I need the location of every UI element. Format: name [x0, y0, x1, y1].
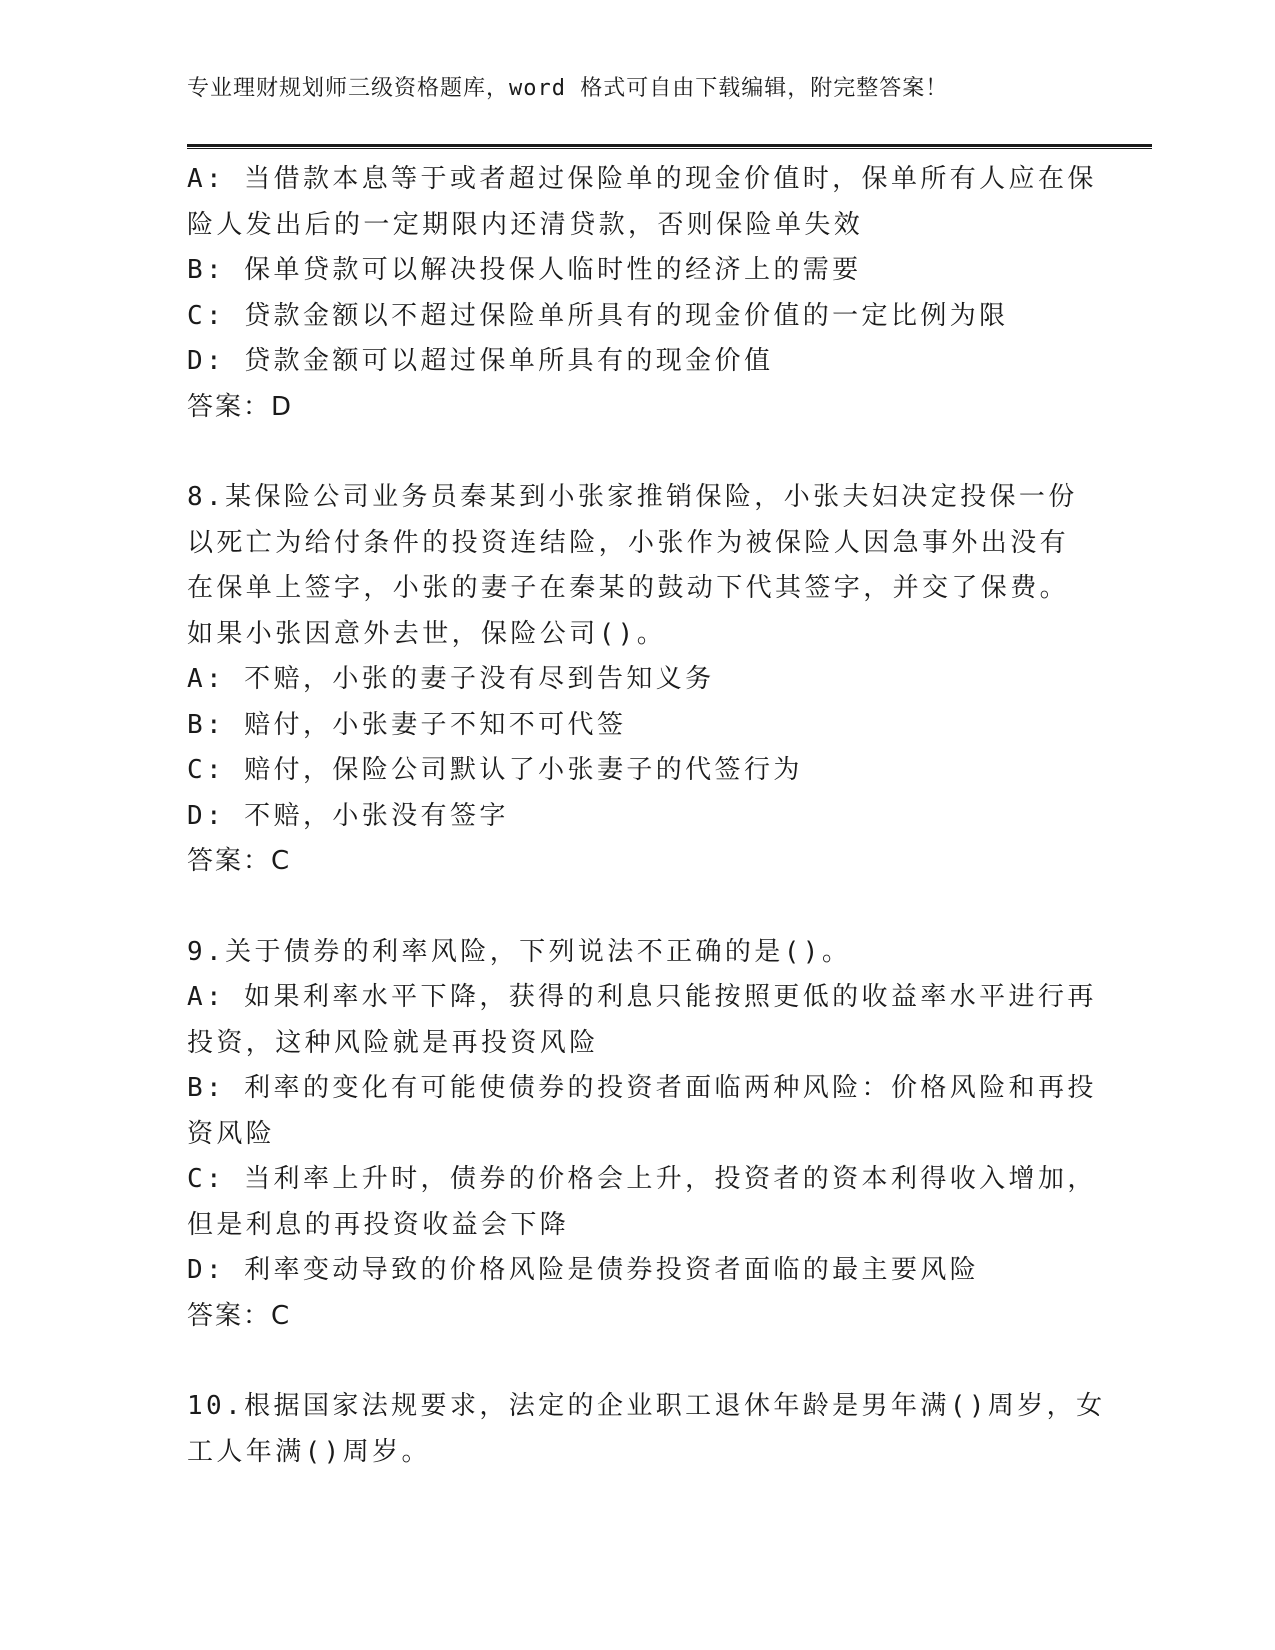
- question-stem-line: 如果小张因意外去世，保险公司()。: [187, 618, 667, 649]
- spacer: [187, 1339, 1087, 1384]
- spacer: [187, 430, 1087, 475]
- option-d: D: 贷款金额可以超过保单所具有的现金价值: [187, 346, 774, 376]
- question-content: [187, 157, 1106, 1475]
- question-stem-line: 工人年满()周岁。: [187, 1436, 431, 1467]
- question-10: [187, 1384, 1106, 1475]
- spacer: [187, 885, 1087, 930]
- option-c: C: 赔付，保险公司默认了小张妻子的代签行为: [187, 755, 803, 785]
- option-d: D: 不赔，小张没有签字: [187, 800, 509, 831]
- question-stem-line: 8.某保险公司业务员秦某到小张家推销保险，小张夫妇决定投保一份: [187, 482, 1078, 512]
- question-stem-line: 在保单上签字，小张的妻子在秦某的鼓动下代其签字，并交了保费。: [187, 573, 1070, 603]
- question-9: [187, 930, 1097, 1340]
- option-c: C: 贷款金额以不超过保险单所具有的现金价值的一定比例为限: [187, 300, 1009, 331]
- option-a-line-2: 险人发出后的一定期限内还清贷款，否则保险单失效: [187, 209, 864, 240]
- answer: 答案：C: [187, 1300, 292, 1331]
- question-stem-line: 以死亡为给付条件的投资连结险，小张作为被保险人因急事外出没有: [187, 527, 1070, 558]
- option-a-line-1: A: 当借款本息等于或者超过保险单的现金价值时，保单所有人应在保: [187, 164, 1097, 194]
- option-c-line-1: C: 当利率上升时，债券的价格会上升，投资者的资本利得收入增加，: [187, 1164, 1097, 1194]
- option-b: B: 保单贷款可以解决投保人临时性的经济上的需要: [187, 255, 862, 285]
- header-divider: [187, 144, 1152, 149]
- answer: 答案：D: [187, 391, 294, 422]
- option-d: D: 利率变动导致的价格风险是债券投资者面临的最主要风险: [187, 1255, 980, 1285]
- question-stem-line: 10.根据国家法规要求，法定的企业职工退休年龄是男年满()周岁，女: [187, 1391, 1106, 1421]
- question-stem-line: 9.关于债券的利率风险，下列说法不正确的是()。: [187, 936, 852, 967]
- option-c-line-2: 但是利息的再投资收益会下降: [187, 1209, 570, 1240]
- option-b-line-2: 资风险: [187, 1118, 276, 1149]
- option-b: B: 赔付，小张妻子不知不可代签: [187, 709, 627, 740]
- question-8: [187, 475, 1087, 885]
- page-header: 专业理财规划师三级资格题库，word 格式可自由下载编辑，附完整答案！: [187, 76, 949, 101]
- question-7: [187, 157, 1097, 430]
- option-a: A: 不赔，小张的妻子没有尽到告知义务: [187, 664, 715, 694]
- option-a-line-1: A: 如果利率水平下降，获得的利息只能按照更低的收益率水平进行再: [187, 982, 1097, 1012]
- answer: 答案：C: [187, 846, 292, 876]
- option-a-line-2: 投资，这种风险就是再投资风险: [187, 1027, 599, 1058]
- option-b-line-1: B: 利率的变化有可能使债券的投资者面临两种风险：价格风险和再投: [187, 1073, 1097, 1103]
